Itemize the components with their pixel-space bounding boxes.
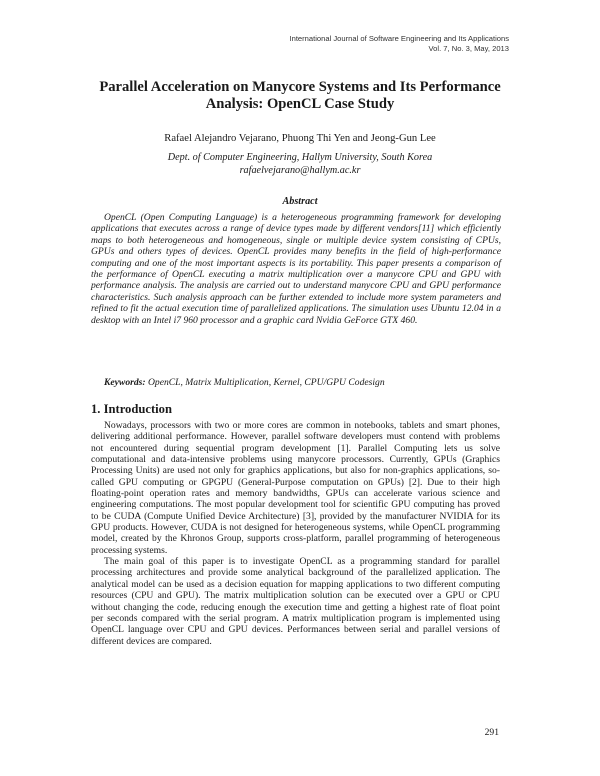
introduction-paragraph-1: Nowadays, processors with two or more cores are common in notebooks, tablets and smart phones, delivering additional performance. However, parallel software developers must contend with problems not encountered during sequential program development [1]. Parallel Computing lets us solve computational and data-intensive problems using manycore processors. Currently, GPUs (Graphics Processing Units) are used not only for graphics applications, but also for non-graphics applications, so-called GPU computing or GPGPU (General-Purpose computation on GPUs) [2]. Due to their high floating-point operation rates and memory bandwidths, GPUs can accelerate various science and engineering computations. The most popular development tool for scientific GPU computing has proved to be CUDA (Compute Unified Device Architecture) [3], provided by the manufacturer NVIDIA for its GPU products. However, CUDA is not designed for heterogeneous systems, while OpenCL programming model, created by the Khronos Group, supports cross-platform, parallel programming of heterogeneous processing systems.	[91, 420, 500, 556]
keywords-line	[104, 377, 504, 388]
abstract-text: OpenCL (Open Computing Language) is a heterogeneous programming framework for developing applications that executes across a range of device types made by different vendors[11] which efficiently maps to both heterogeneous and homogeneous, single or multiple device system consisting of CPUs, GPUs and others types of devices. OpenCL provides many benefits in the field of high-performance computing and one of the most important aspects is its portability. This paper presents a comparison of the performance of OpenCL executing a matrix multiplication over a manycore CPU and GPU with performance analysis. The analysis are carried out to understand manycore CPU and GPU performance characteristics. Such analysis approach can be further extended to include more system parameters and refined to fit the actual execution time of parallelized applications. The simulation uses Ubuntu 12.04 in a desktop with an Intel i7 960 processor and a graphic card Nvidia GeForce GTX 460.	[91, 212, 501, 326]
abstract-heading: Abstract	[282, 196, 318, 207]
section-heading-introduction: 1. Introduction	[91, 402, 172, 416]
page-number: 291	[484, 727, 499, 738]
journal-name: International Journal of Software Engineering and Its Applications	[289, 34, 509, 43]
introduction-paragraph-2: The main goal of this paper is to investigate OpenCL as a programming standard for parallel processing architectures and provide some analytical background of the parallelized application. The analytical model can be used as a decision equation for mapping applications to two different computing resources (CPU and GPU). The matrix multiplication solution can be executed over a GPU or CPU without changing the code, reducing enough the execution time and getting a highest rate of float point per seconds compared with the serial program. A matrix multiplication program is implemented using OpenCL language over CPU and GPU devices. Performances between serial and parallel versions of different devices are compared.	[91, 556, 500, 647]
journal-volume: Vol. 7, No. 3, May, 2013	[428, 44, 509, 53]
author-email: rafaelvejarano@hallym.ac.kr	[239, 164, 361, 176]
paper-title	[90, 79, 510, 113]
author-affiliation	[90, 152, 510, 177]
author-list: Rafael Alejandro Vejarano, Phuong Thi Yen and Jeong-Gun Lee	[164, 133, 436, 144]
title-line-2: Analysis: OpenCL Case Study	[205, 96, 395, 112]
running-header	[289, 34, 509, 54]
keywords-text: OpenCL, Matrix Multiplication, Kernel, CPU/GPU Codesign	[147, 377, 385, 388]
affiliation: Dept. of Computer Engineering, Hallym University, South Korea	[167, 152, 433, 163]
title-line-1: Parallel Acceleration on Manycore Systems and Its Performance	[99, 79, 501, 95]
introduction-body	[91, 420, 500, 647]
keywords-label: Keywords:	[104, 377, 146, 388]
